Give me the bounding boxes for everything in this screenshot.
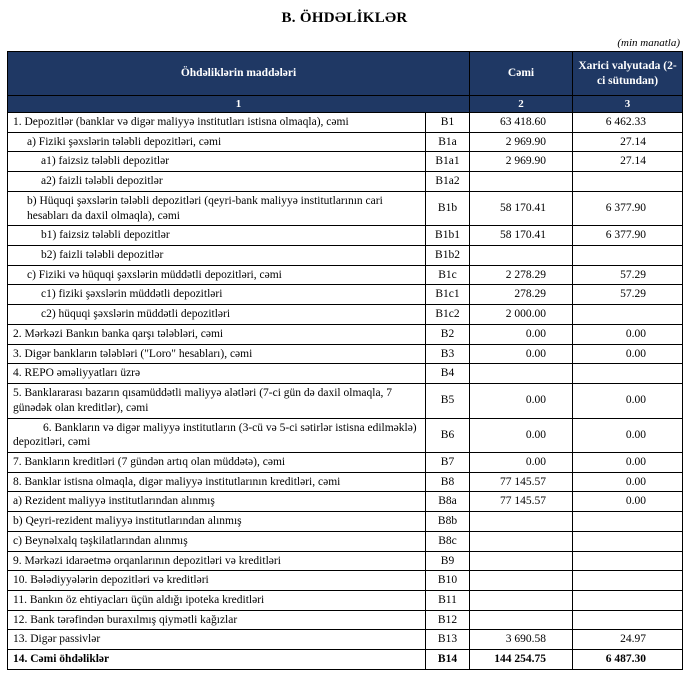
row-foreign-currency: 6 377.90	[573, 191, 683, 225]
row-code: B2	[426, 324, 470, 344]
column-number-2: 2	[470, 96, 573, 113]
row-foreign-currency	[573, 246, 683, 266]
table-row	[8, 113, 683, 133]
row-code: B1b1	[426, 226, 470, 246]
table-row	[8, 285, 683, 305]
row-total	[470, 571, 573, 591]
row-label: b) Hüquqi şəxslərin tələbli depozitləri (qeyri-bank maliyyə institutlarının cari hesabları da daxil olmaqla), cəmi	[8, 191, 426, 225]
row-total	[470, 610, 573, 630]
table-row	[8, 384, 683, 418]
row-code: B8a	[426, 492, 470, 512]
row-code: B13	[426, 630, 470, 650]
row-label: a) Fiziki şəxslərin tələbli depozitləri, cəmi	[8, 132, 426, 152]
row-foreign-currency: 57.29	[573, 285, 683, 305]
row-code: B8c	[426, 531, 470, 551]
row-foreign-currency: 0.00	[573, 324, 683, 344]
row-code: B1a	[426, 132, 470, 152]
row-label: a) Rezident maliyyə institutlarından alınmış	[8, 492, 426, 512]
row-label: 10. Bələdiyyələrin depozitləri və kreditləri	[8, 571, 426, 591]
row-foreign-currency	[573, 571, 683, 591]
row-code: B11	[426, 590, 470, 610]
row-foreign-currency	[573, 305, 683, 325]
row-label: b) Qeyri-rezident maliyyə institutlarından alınmış	[8, 512, 426, 532]
row-label: a2) faizli tələbli depozitlər	[8, 172, 426, 192]
row-code: B1c1	[426, 285, 470, 305]
row-foreign-currency: 0.00	[573, 472, 683, 492]
row-code: B8b	[426, 512, 470, 532]
row-foreign-currency: 0.00	[573, 492, 683, 512]
row-label: a1) faizsiz tələbli depozitlər	[8, 152, 426, 172]
row-foreign-currency	[573, 531, 683, 551]
table-row	[8, 132, 683, 152]
column-number-row	[8, 96, 683, 113]
row-label: 2. Mərkəzi Bankın banka qarşı tələbləri, cəmi	[8, 324, 426, 344]
column-number-1: 1	[8, 96, 470, 113]
row-foreign-currency	[573, 172, 683, 192]
table-row	[8, 571, 683, 591]
table-row	[8, 512, 683, 532]
row-total: 2 000.00	[470, 305, 573, 325]
row-label: c1) fiziki şəxslərin müddətli depozitləri	[8, 285, 426, 305]
table-row	[8, 364, 683, 384]
row-label: 4. REPO əməliyyatları üzrə	[8, 364, 426, 384]
row-total: 278.29	[470, 285, 573, 305]
header-foreign-currency: Xarici valyutada (2-ci sütundan)	[573, 52, 683, 96]
table-row	[8, 418, 683, 452]
row-foreign-currency	[573, 364, 683, 384]
row-total: 2 278.29	[470, 265, 573, 285]
row-total: 0.00	[470, 344, 573, 364]
row-code: B14	[426, 650, 470, 670]
row-foreign-currency	[573, 512, 683, 532]
table-row	[8, 324, 683, 344]
table-row	[8, 265, 683, 285]
row-total	[470, 590, 573, 610]
table-row	[8, 226, 683, 246]
row-code: B1	[426, 113, 470, 133]
table-row	[8, 551, 683, 571]
row-code: B1a1	[426, 152, 470, 172]
row-total: 77 145.57	[470, 472, 573, 492]
row-total: 58 170.41	[470, 191, 573, 225]
table-row	[8, 610, 683, 630]
row-foreign-currency: 0.00	[573, 344, 683, 364]
row-label: 14. Cəmi öhdəliklər	[8, 650, 426, 670]
unit-note: (min manatla)	[617, 37, 680, 49]
row-code: B5	[426, 384, 470, 418]
row-code: B1b2	[426, 246, 470, 266]
row-label: b1) faizsiz tələbli depozitlər	[8, 226, 426, 246]
row-total: 58 170.41	[470, 226, 573, 246]
row-label: 3. Digər bankların tələbləri ("Loro" hesabları), cəmi	[8, 344, 426, 364]
liabilities-table	[7, 51, 683, 670]
table-row	[8, 630, 683, 650]
row-total: 77 145.57	[470, 492, 573, 512]
row-foreign-currency: 6 462.33	[573, 113, 683, 133]
row-label: 1. Depozitlər (banklar və digər maliyyə institutları istisna olmaqla), cəmi	[8, 113, 426, 133]
header-total: Cəmi	[470, 52, 573, 96]
row-foreign-currency: 0.00	[573, 418, 683, 452]
row-foreign-currency: 6 487.30	[573, 650, 683, 670]
table-row	[8, 492, 683, 512]
row-label: 8. Banklar istisna olmaqla, digər maliyyə institutlarının kreditləri, cəmi	[8, 472, 426, 492]
table-row	[8, 650, 683, 670]
row-label: c) Fiziki və hüquqi şəxslərin müddətli depozitləri, cəmi	[8, 265, 426, 285]
row-total	[470, 531, 573, 551]
row-code: B9	[426, 551, 470, 571]
table-row	[8, 172, 683, 192]
row-label: 11. Bankın öz ehtiyacları üçün aldığı ipoteka kreditləri	[8, 590, 426, 610]
page-title: B. ÖHDƏLİKLƏR	[281, 10, 408, 26]
row-label: 13. Digər passivlər	[8, 630, 426, 650]
table-row	[8, 590, 683, 610]
row-total: 0.00	[470, 418, 573, 452]
row-total: 144 254.75	[470, 650, 573, 670]
table-row	[8, 452, 683, 472]
liabilities-tbody	[8, 113, 683, 670]
row-total	[470, 512, 573, 532]
row-foreign-currency	[573, 590, 683, 610]
row-total	[470, 172, 573, 192]
row-total	[470, 364, 573, 384]
row-foreign-currency: 0.00	[573, 452, 683, 472]
row-foreign-currency: 27.14	[573, 132, 683, 152]
row-total: 0.00	[470, 384, 573, 418]
header-items: Öhdəliklərin maddələri	[8, 52, 470, 96]
row-label: c) Beynəlxalq təşkilatlarından alınmış	[8, 531, 426, 551]
row-code: B4	[426, 364, 470, 384]
row-total	[470, 246, 573, 266]
row-code: B6	[426, 418, 470, 452]
row-code: B1c2	[426, 305, 470, 325]
row-label: 7. Bankların kreditləri (7 gündən artıq olan müddətə), cəmi	[8, 452, 426, 472]
row-code: B3	[426, 344, 470, 364]
row-code: B10	[426, 571, 470, 591]
row-label: 6. Bankların və digər maliyyə institutların (3-cü və 5-ci sətirlər istisna edilməklə) depozitləri, cəmi	[8, 418, 426, 452]
row-total: 63 418.60	[470, 113, 573, 133]
column-number-3: 3	[573, 96, 683, 113]
table-row	[8, 344, 683, 364]
row-code: B7	[426, 452, 470, 472]
table-row	[8, 472, 683, 492]
row-label: b2) faizli tələbli depozitlər	[8, 246, 426, 266]
table-row	[8, 531, 683, 551]
row-foreign-currency	[573, 551, 683, 571]
row-code: B1b	[426, 191, 470, 225]
row-code: B8	[426, 472, 470, 492]
table-header	[8, 52, 683, 113]
row-foreign-currency: 24.97	[573, 630, 683, 650]
row-code: B12	[426, 610, 470, 630]
row-foreign-currency: 0.00	[573, 384, 683, 418]
row-foreign-currency: 57.29	[573, 265, 683, 285]
row-total	[470, 551, 573, 571]
row-label: 9. Mərkəzi idarəetmə orqanlarının depozitləri və kreditləri	[8, 551, 426, 571]
row-code: B1c	[426, 265, 470, 285]
row-total: 2 969.90	[470, 152, 573, 172]
table-row	[8, 191, 683, 225]
row-total: 2 969.90	[470, 132, 573, 152]
row-foreign-currency: 6 377.90	[573, 226, 683, 246]
header-row	[8, 52, 683, 96]
row-foreign-currency	[573, 610, 683, 630]
row-total: 0.00	[470, 452, 573, 472]
row-total: 0.00	[470, 324, 573, 344]
table-row	[8, 305, 683, 325]
row-foreign-currency: 27.14	[573, 152, 683, 172]
row-label: 5. Banklararası bazarın qısamüddətli maliyyə alətləri (7-ci gün də daxil olmaqla, 7 günədək olan kreditlər), cəmi	[8, 384, 426, 418]
table-row	[8, 246, 683, 266]
table-row	[8, 152, 683, 172]
row-label: c2) hüquqi şəxslərin müddətli depozitləri	[8, 305, 426, 325]
row-label: 12. Bank tərəfindən buraxılmış qiymətli kağızlar	[8, 610, 426, 630]
row-code: B1a2	[426, 172, 470, 192]
row-total: 3 690.58	[470, 630, 573, 650]
